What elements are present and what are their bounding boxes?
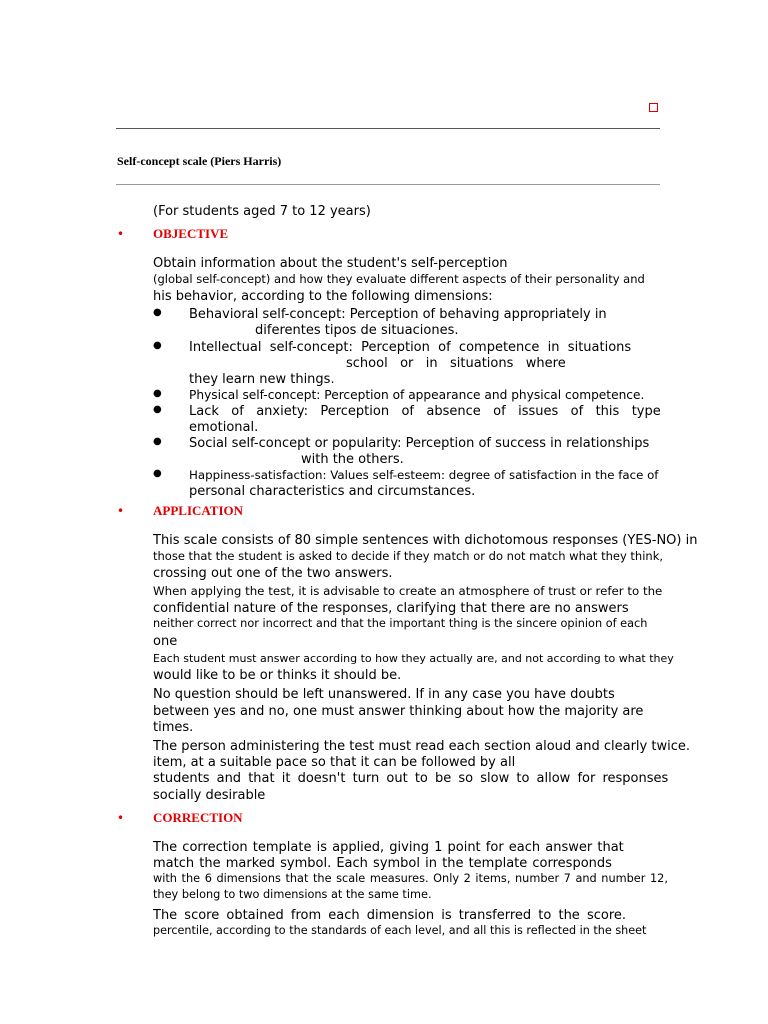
application-line: socially desirable xyxy=(153,788,266,803)
dimension-item: Social self-concept or popularity: Perception of success in relationships xyxy=(189,436,650,451)
intro-text: (For students aged 7 to 12 years) xyxy=(153,204,371,219)
list-bullet: ● xyxy=(153,468,162,479)
application-line: neither correct nor incorrect and that the important thing is the sincere opinion of each xyxy=(153,617,648,630)
dimension-item: personal characteristics and circumstances. xyxy=(189,484,476,499)
objective-line: (global self-concept) and how they evaluate different aspects of their personality and xyxy=(153,272,645,286)
dimension-item: Physical self-concept: Perception of appearance and physical competence. xyxy=(189,388,645,402)
dimension-item: Behavioral self-concept: Perception of behaving appropriately in xyxy=(189,307,607,322)
application-heading: APPLICATION xyxy=(153,503,244,518)
checkbox-icon[interactable] xyxy=(649,103,658,112)
list-bullet: ● xyxy=(153,388,162,399)
dimension-item: emotional. xyxy=(189,420,259,435)
section-bullet: • xyxy=(117,811,125,825)
list-bullet: ● xyxy=(153,436,162,447)
correction-line: with the 6 dimensions that the scale measures. Only 2 items, number 7 and number 12, xyxy=(153,872,668,885)
correction-line: The score obtained from each dimension is transferred to the score. xyxy=(153,908,627,923)
application-line: No question should be left unanswered. If in any case you have doubts xyxy=(153,687,615,702)
application-line: When applying the test, it is advisable to create an atmosphere of trust or refer to the xyxy=(153,584,663,598)
dimension-item: they learn new things. xyxy=(189,372,335,387)
list-bullet: ● xyxy=(153,404,162,415)
dimension-item: Lack of anxiety: Perception of absence of issues of this type xyxy=(189,404,661,419)
page-title: Self-concept scale (Piers Harris) xyxy=(117,154,282,168)
application-line: Each student must answer according to how they actually are, and not according to what they xyxy=(153,652,674,665)
list-bullet: ● xyxy=(153,340,162,351)
dimension-item: Happiness-satisfaction: Values self-esteem: degree of satisfaction in the face of xyxy=(189,468,659,482)
application-line: students and that it doesn't turn out to be so slow to allow for responses xyxy=(153,771,669,786)
application-line: item, at a suitable pace so that it can be followed by all xyxy=(153,755,516,770)
section-bullet: • xyxy=(117,504,125,518)
application-line: those that the student is asked to decide if they match or do not match what they think, xyxy=(153,549,664,563)
application-line: between yes and no, one must answer thinking about how the majority are xyxy=(153,704,644,719)
application-line: would like to be or thinks it should be. xyxy=(153,668,402,683)
application-line: confidential nature of the responses, clarifying that there are no answers xyxy=(153,601,629,616)
title-rule xyxy=(116,184,660,185)
application-line: one xyxy=(153,634,178,649)
section-bullet: • xyxy=(117,227,125,241)
correction-line: percentile, according to the standards of each level, and all this is reflected in the sheet xyxy=(153,924,647,937)
dimension-item: diferentes tipos de situaciones. xyxy=(255,323,459,338)
dimension-item: school or in situations where xyxy=(346,356,566,371)
application-line: crossing out one of the two answers. xyxy=(153,566,393,581)
dimension-item: Intellectual self-concept: Perception of competence in situations xyxy=(189,340,632,355)
list-bullet: ● xyxy=(153,307,162,318)
correction-heading: CORRECTION xyxy=(153,810,243,825)
correction-line: The correction template is applied, giving 1 point for each answer that xyxy=(153,840,624,855)
objective-line: Obtain information about the student's self-perception xyxy=(153,256,508,271)
application-line: times. xyxy=(153,720,194,735)
objective-line: his behavior, according to the following dimensions: xyxy=(153,289,493,304)
dimension-item: with the others. xyxy=(301,452,404,467)
application-line: The person administering the test must read each section aloud and clearly twice. xyxy=(153,739,690,754)
correction-line: match the marked symbol. Each symbol in the template corresponds xyxy=(153,856,612,871)
objective-heading: OBJECTIVE xyxy=(153,226,229,241)
top-rule xyxy=(116,128,660,129)
correction-line: they belong to two dimensions at the same time. xyxy=(153,888,432,901)
application-line: This scale consists of 80 simple sentences with dichotomous responses (YES-NO) in xyxy=(153,533,698,548)
